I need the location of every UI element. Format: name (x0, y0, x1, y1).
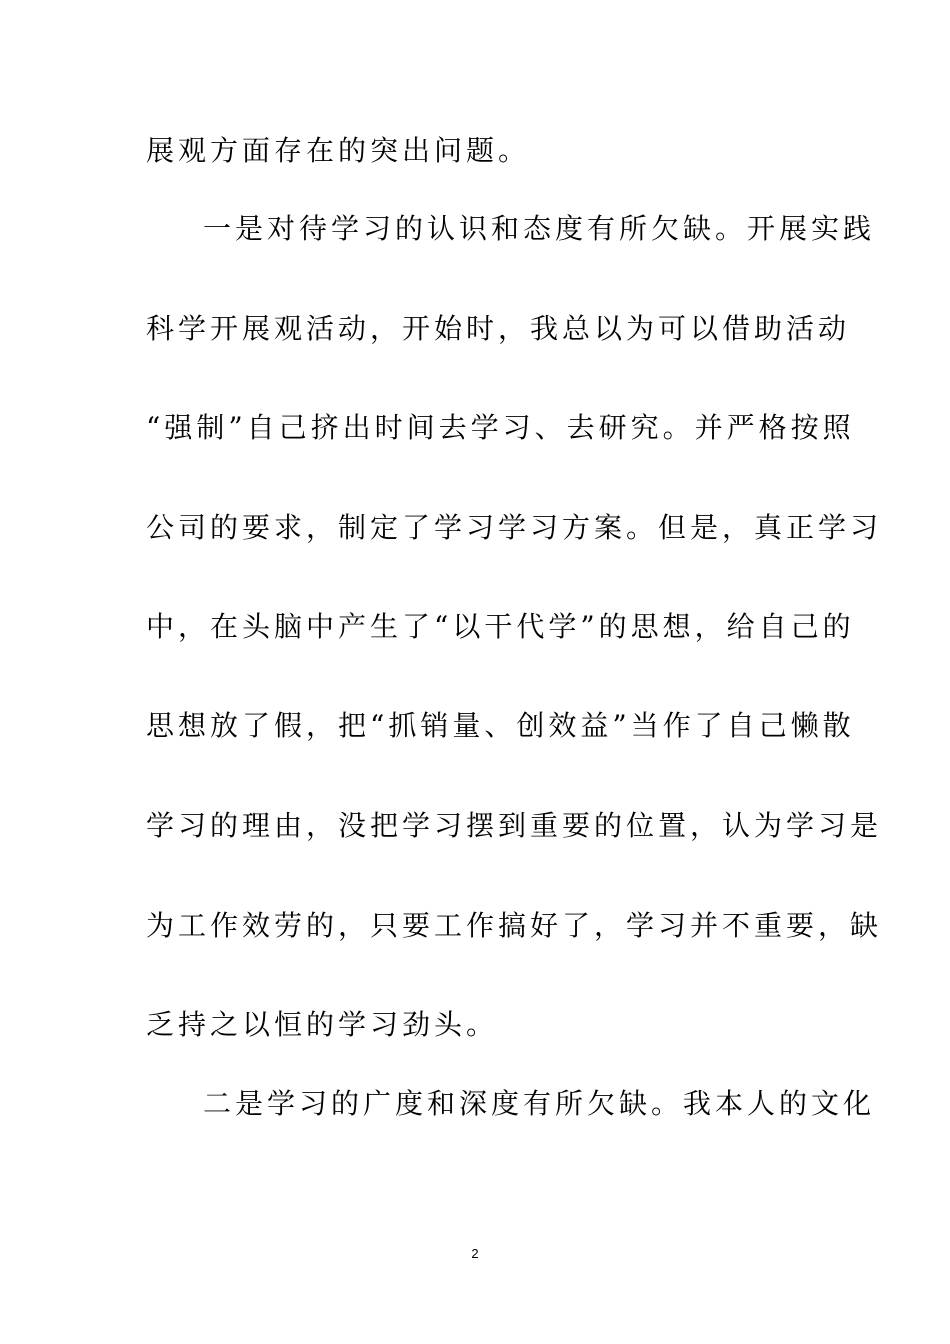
paragraph-line: 公司的要求，制定了学习学习方案。但是，真正学习 (146, 511, 883, 544)
page-number: 2 (471, 1246, 479, 1261)
paragraph-line: 展观方面存在的突出问题。 (146, 134, 531, 167)
paragraph-line: 一是对待学习的认识和态度有所欠缺。开展实践 (203, 212, 876, 245)
paragraph-line: 二是学习的广度和深度有所欠缺。我本人的文化 (203, 1087, 876, 1120)
paragraph-line: 为工作效劳的，只要工作搞好了，学习并不重要，缺 (146, 909, 883, 942)
paragraph-line: 科学开展观活动，开始时，我总以为可以借助活动 (146, 312, 851, 345)
paragraph-line: 乏持之以恒的学习劲头。 (146, 1008, 499, 1041)
paragraph-line: 思想放了假，把“抓销量、创效益”当作了自己懒散 (146, 709, 855, 742)
paragraph-line: 学习的理由，没把学习摆到重要的位置，认为学习是 (146, 809, 883, 842)
paragraph-line: 中，在头脑中产生了“以干代学”的思想，给自己的 (146, 610, 855, 643)
paragraph-line: “强制”自己挤出时间去学习、去研究。并严格按照 (146, 411, 855, 444)
